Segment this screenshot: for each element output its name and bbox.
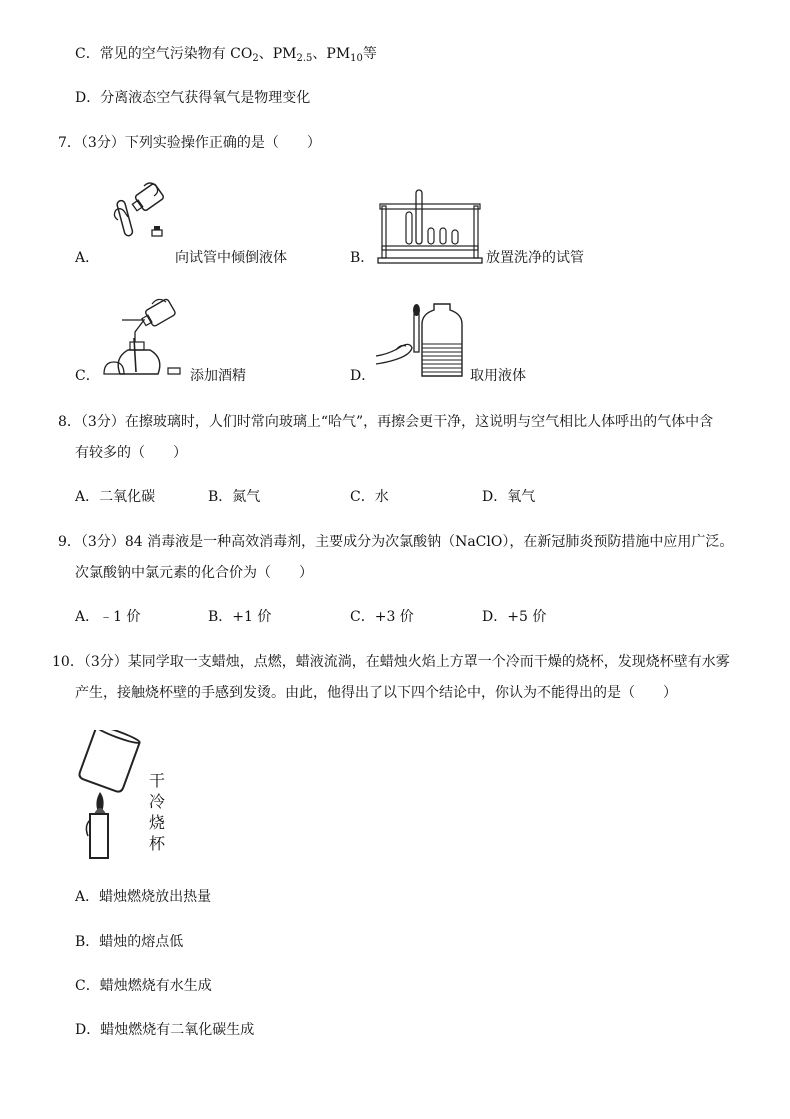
q10-option-b: B．蜡烛的熔点低 <box>75 934 184 950</box>
q8-stem-line2: 有较多的（ ） <box>75 445 187 461</box>
q7-stem: 7．（3分）下列实验操作正确的是（ ） <box>58 135 321 151</box>
q10-option-c: C．蜡烛燃烧有水生成 <box>75 978 212 994</box>
q7-option-c-text: 添加酒精 <box>190 368 246 384</box>
alcohol-lamp-icon <box>100 296 188 378</box>
test-tube-rack-icon <box>376 188 484 264</box>
q9-option-c: C．+3 价 <box>350 609 414 625</box>
pour-liquid-icon <box>100 180 180 242</box>
option-label: D． <box>75 90 101 106</box>
q7-option-b-label: B． <box>350 250 375 266</box>
beaker-label: 干 冷 烧 杯 <box>148 771 165 853</box>
q10-stem-line2: 产生，接触烧杯壁的手感到发烫。由此，他得出了以下四个结论中，你认为不能得出的是（ ） <box>75 685 677 701</box>
q10-option-d: D．蜡烛燃烧有二氧化碳生成 <box>75 1022 255 1038</box>
q7-option-d-text: 取用液体 <box>470 368 526 384</box>
q9-option-a: A．﹣1 价 <box>75 609 141 625</box>
dropper-bottle-icon <box>374 300 470 382</box>
q10-stem-line1: 10．（3分）某同学取一支蜡烛，点燃，蜡液流淌，在蜡烛火焰上方罩一个冷而干燥的烧杯，发现烧杯壁有水雾 <box>52 654 730 670</box>
q7-option-c-label: C． <box>75 368 100 384</box>
q6-option-d <box>75 89 310 107</box>
option-text: 常见的空气污染物有 $CO_2$、$PM_{2.5}$、$PM_{10}$等 <box>99 46 377 64</box>
candle-beaker-icon <box>72 730 152 862</box>
q9-stem-line2: 次氯酸钠中氯元素的化合价为（ ） <box>75 565 313 581</box>
q7-option-a-label: A． <box>75 250 100 266</box>
q8-option-b: B．氮气 <box>208 489 261 505</box>
q8-option-c: C．水 <box>350 489 389 505</box>
q7-option-d-label: D． <box>350 368 376 384</box>
q9-option-d: D．+5 价 <box>482 609 547 625</box>
q8-option-a: A．二氧化碳 <box>75 489 156 505</box>
option-label: C． <box>75 46 100 62</box>
q10-option-a: A．蜡烛燃烧放出热量 <box>75 889 212 905</box>
q7-option-a-text: 向试管中倾倒液体 <box>175 250 287 266</box>
q8-option-d: D．氧气 <box>482 489 536 505</box>
q9-stem-line1: 9．（3分）84 消毒液是一种高效消毒剂，主要成分为次氯酸钠（NaClO），在新冠肺炎预防措施中应用广泛。 <box>58 534 734 550</box>
option-text: 分离液态空气获得氧气是物理变化 <box>100 90 311 106</box>
q7-option-b-text: 放置洗净的试管 <box>486 250 584 266</box>
q9-option-b: B．+1 价 <box>208 609 272 625</box>
q6-option-c <box>75 45 377 68</box>
q8-stem-line1: 8．（3分）在擦玻璃时，人们时常向玻璃上“哈气”，再擦会更干净，这说明与空气相比人体呼出的气体中含 <box>58 414 714 430</box>
